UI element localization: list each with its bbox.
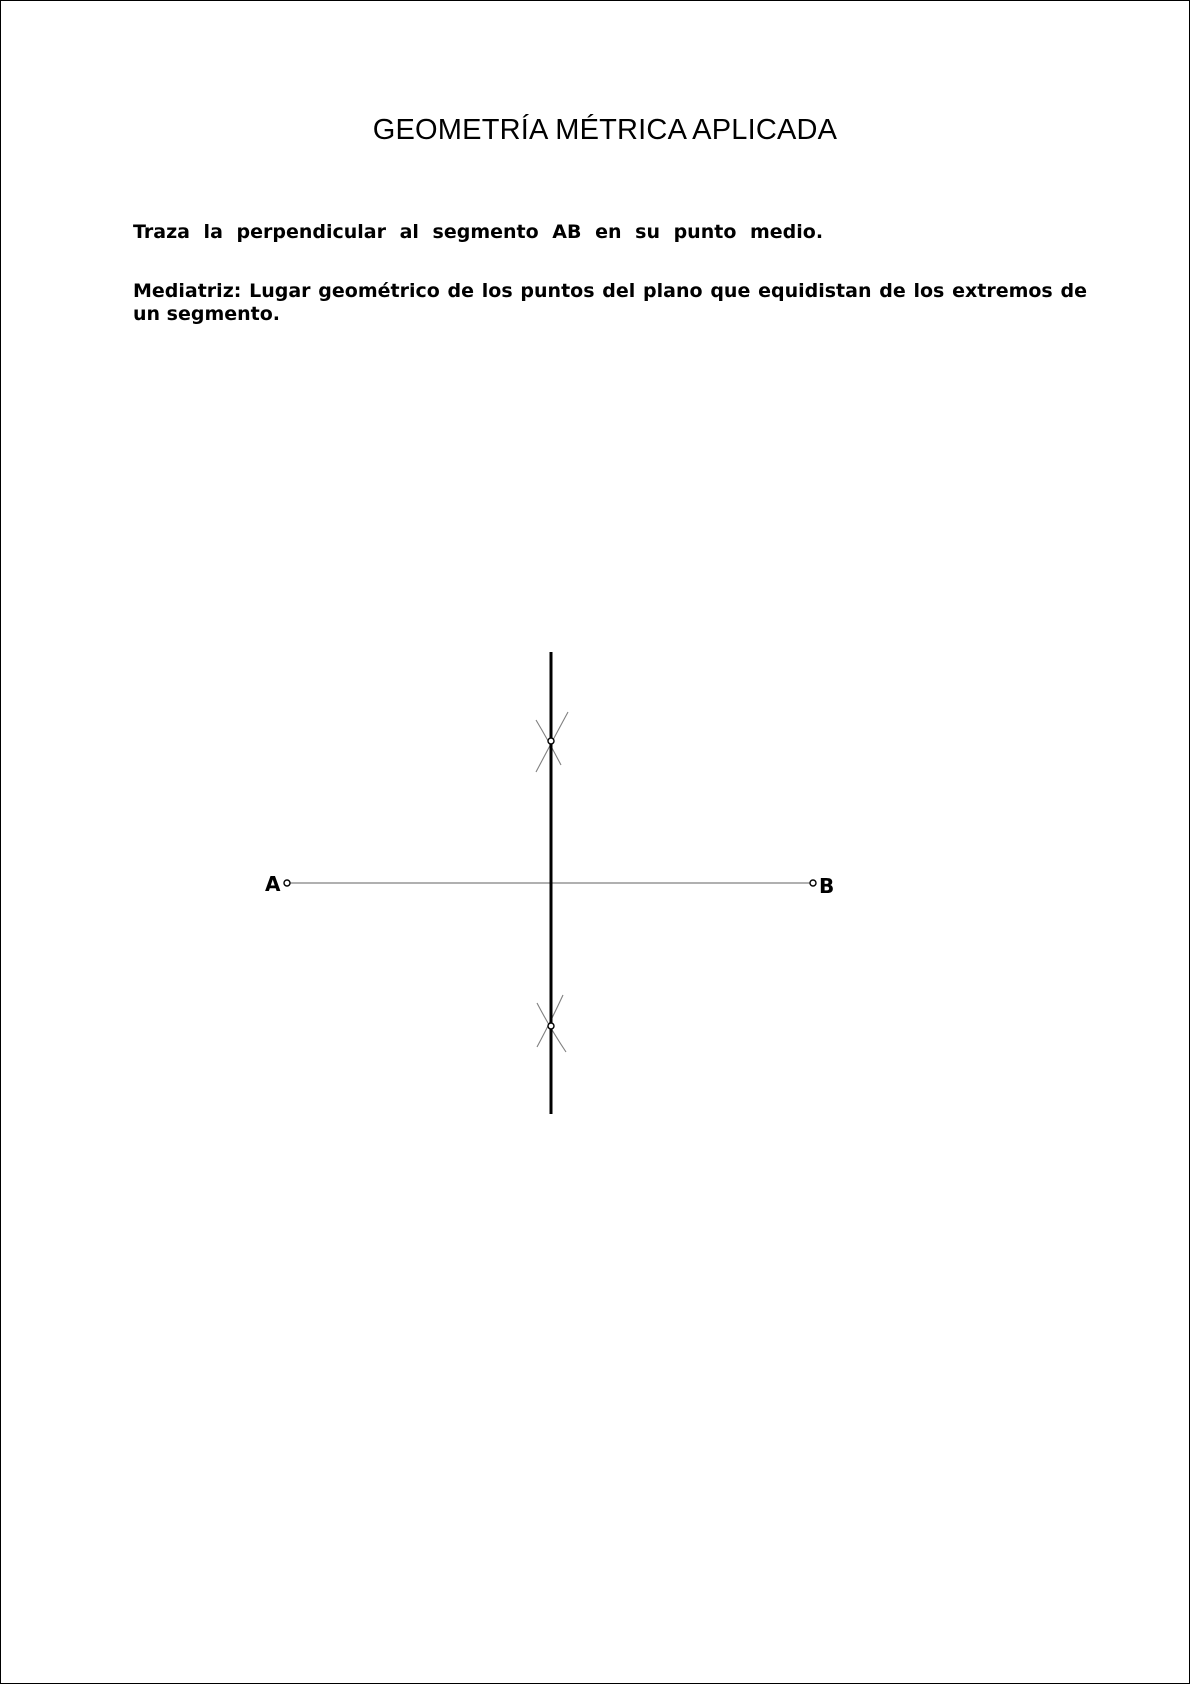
point-a-label: A [265,872,281,896]
exercise-instruction: Traza la perpendicular al segmento AB en su punto medio. [133,221,824,243]
point-b [810,880,816,886]
page-title: GEOMETRÍA MÉTRICA APLICADA [372,114,838,146]
upper-intersection-point [548,738,554,744]
lower-intersection-point [548,1023,554,1029]
point-b-label: B [819,874,835,898]
point-a [284,880,290,886]
mediatrix-definition: Mediatriz: Lugar geométrico de los puntos del plano que equidistan de los extremos de un segmento. [133,280,1087,325]
